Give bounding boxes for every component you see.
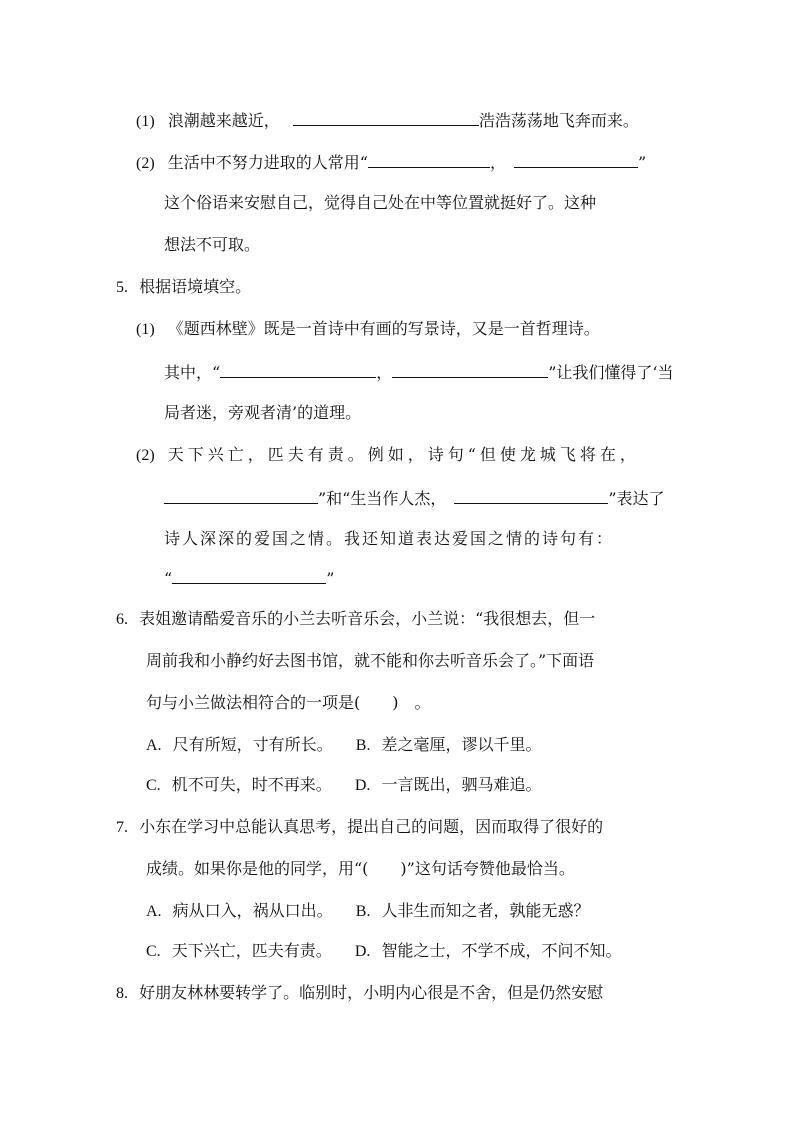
q5-item1-text-before: 其中，“	[164, 363, 221, 382]
q5-item1-line2	[164, 360, 673, 382]
q5-title: 根据语境填空。	[139, 277, 252, 296]
q6-number: 6.	[116, 611, 128, 628]
q5-item2-blank-1[interactable]	[164, 486, 318, 504]
q4-item2-line3: 想法不可取。	[164, 235, 261, 254]
q5-item1-line3: 局者迷，旁观者清’的道理。	[164, 403, 362, 422]
q5-item2-line4	[164, 566, 334, 588]
q4-item1	[136, 108, 639, 130]
q5-item1-separator: ，	[376, 363, 393, 382]
q7-option-d[interactable]	[355, 941, 622, 960]
q5-item1-blank-2[interactable]	[392, 360, 548, 378]
q7-option-d-text: 智能之士，不学不成，不问不知。	[381, 941, 622, 960]
q7-option-b-label: B.	[355, 903, 371, 920]
q5-item2-text-after: ”表达了	[608, 489, 665, 508]
q8-number: 8.	[116, 985, 128, 1002]
q6-option-d[interactable]	[355, 775, 542, 794]
q5-item2-line3: 诗人深深的爱国之情。我还知道表达爱国之情的诗句有：	[164, 529, 615, 548]
q5-item1-line1	[136, 318, 600, 340]
q6-option-c-label: C.	[146, 777, 161, 794]
q4-item2-line2: 这个俗语来安慰自己，觉得自己处在中等位置就挺好了。这种	[164, 193, 597, 212]
q7-option-c[interactable]	[146, 941, 337, 960]
q7-option-a[interactable]	[146, 901, 338, 920]
q5-item2-line1	[136, 444, 640, 466]
q4-item2-separator: ，	[489, 153, 506, 172]
q6-options-row1	[146, 734, 542, 756]
q6-option-b-text: 差之毫厘，谬以千里。	[381, 735, 542, 754]
q4-item1-blank[interactable]	[293, 108, 479, 126]
q6-text-line1: 表姐邀请酷爱音乐的小兰去听音乐会，小兰说：“我很想去，但一	[139, 609, 596, 628]
q7-line1	[116, 816, 603, 838]
q4-item2-blank-2[interactable]	[514, 150, 638, 168]
q7-number: 7.	[116, 819, 128, 836]
q7-text-line1: 小东在学习中总能认真思考，提出自己的问题，因而取得了很好的	[139, 817, 604, 836]
q5-item2-close-quote: ”	[326, 569, 335, 588]
q5-item1-text-after: ”让我们懂得了‘当	[548, 363, 674, 382]
q6-option-d-label: D.	[354, 777, 371, 794]
q5-item2-open-quote: “	[164, 569, 173, 588]
q7-option-c-label: C.	[146, 943, 161, 960]
q4-item1-text-before: 浪潮越来越近，	[167, 111, 280, 130]
q6-option-a-label: A.	[146, 737, 162, 754]
q5-item1-number: (1)	[136, 321, 155, 338]
q5-item1-blank-1[interactable]	[220, 360, 376, 378]
q5-item2-blank-3[interactable]	[172, 566, 326, 584]
q7-option-a-label: A.	[146, 903, 162, 920]
q6-option-d-text: 一言既出，驷马难追。	[381, 775, 542, 794]
q8-line1	[116, 982, 603, 1004]
q6-option-c-text: 机不可失，时不再来。	[171, 775, 332, 794]
q5-item2-text: 天下兴亡，匹夫有责。例如，诗句“但使龙城飞将在，	[167, 445, 640, 464]
q6-line2: 周前我和小静约好去图书馆，就不能和你去听音乐会了。”下面语	[146, 651, 595, 670]
q4-item2-line1	[136, 150, 646, 172]
q6-options-row2	[146, 774, 542, 796]
q4-item2-blank-1[interactable]	[368, 150, 490, 168]
q7-line2: 成绩。如果你是他的同学，用“( )”这句话夸赞他最恰当。	[146, 859, 575, 878]
q7-option-b[interactable]	[356, 901, 590, 920]
q6-option-b[interactable]	[356, 735, 542, 754]
q6-line1	[116, 608, 595, 630]
q6-line3: 句与小兰做法相符合的一项是( ) 。	[146, 693, 431, 712]
q6-option-a[interactable]	[146, 735, 338, 754]
q7-option-b-text: 人非生而知之者，孰能无惑？	[381, 901, 590, 920]
q5-item2-blank-2[interactable]	[454, 486, 608, 504]
q5-item2-line2	[164, 486, 665, 508]
q4-item2-number: (2)	[136, 155, 155, 172]
q8-text-line1: 好朋友林林要转学了。临别时，小明内心很是不舍，但是仍然安慰	[139, 983, 604, 1002]
q7-option-c-text: 天下兴亡，匹夫有责。	[171, 941, 332, 960]
q5-item2-text-mid: ”和“生当作人杰，	[318, 489, 447, 508]
q5-number: 5.	[116, 279, 128, 296]
q7-option-a-text: 病从口入，祸从口出。	[172, 901, 333, 920]
q5-item1-text: 《题西林壁》既是一首诗中有画的写景诗，又是一首哲理诗。	[167, 319, 600, 338]
q7-options-row1	[146, 900, 590, 922]
q4-item1-text-after: 浩浩荡荡地飞奔而来。	[478, 111, 639, 130]
q6-option-c[interactable]	[146, 775, 337, 794]
q7-options-row2	[146, 940, 622, 962]
q5-item2-number: (2)	[136, 447, 155, 464]
q5-heading	[116, 276, 251, 298]
q4-item1-number: (1)	[136, 113, 155, 130]
q7-option-d-label: D.	[354, 943, 371, 960]
q4-item2-text-before: 生活中不努力进取的人常用“	[167, 153, 368, 172]
q6-option-b-label: B.	[355, 737, 371, 754]
q4-item2-close-quote: ”	[637, 153, 647, 172]
q6-option-a-text: 尺有所短，寸有所长。	[172, 735, 333, 754]
